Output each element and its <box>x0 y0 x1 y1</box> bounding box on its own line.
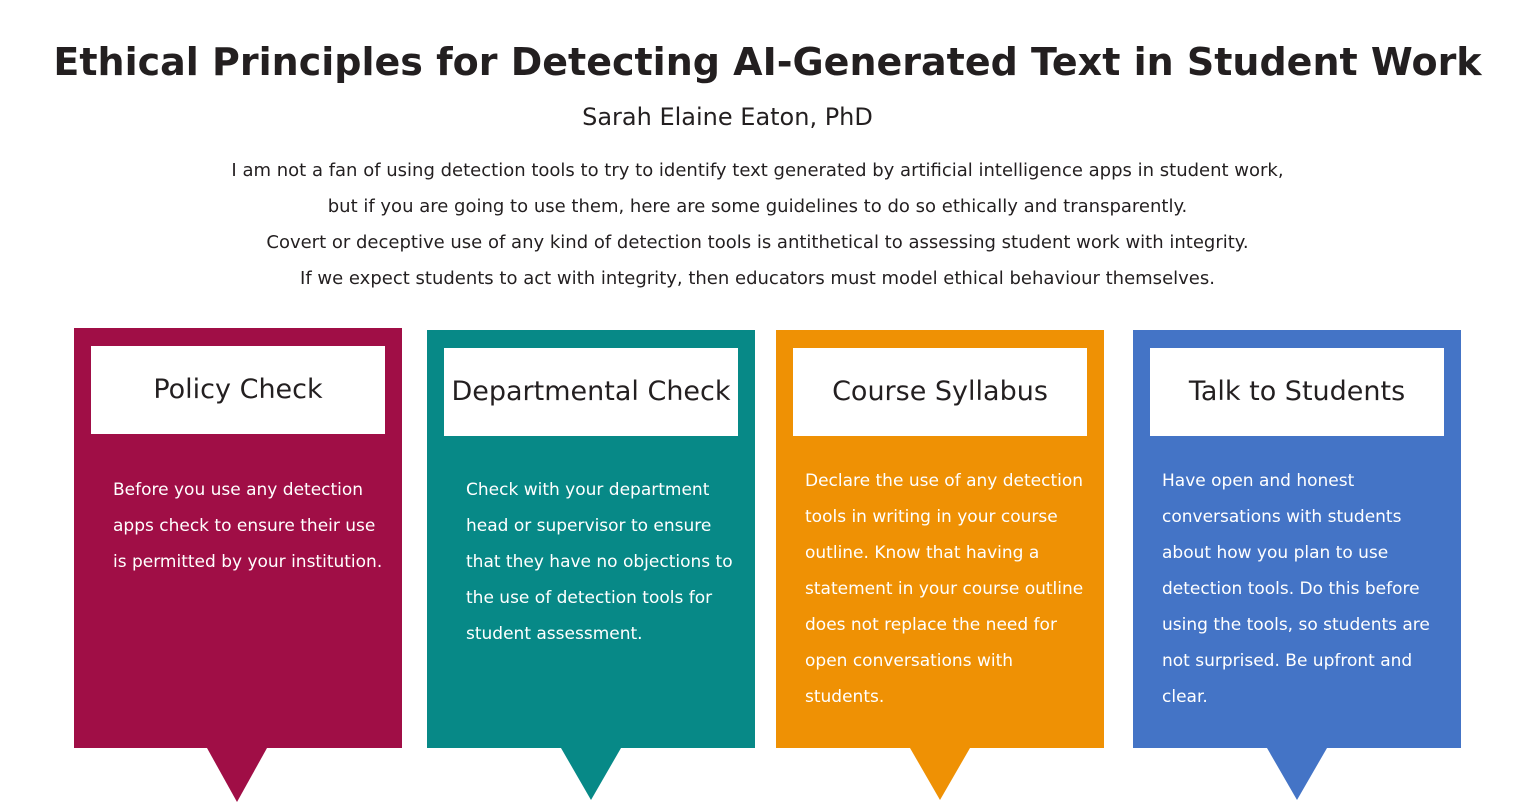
card-departmental-check <box>427 330 755 748</box>
card-heading: Course Syllabus <box>832 376 1048 407</box>
card-body: Before you use any detection apps check to ensure their use is permitted by your institution. <box>113 480 383 572</box>
intro-line: Covert or deceptive use of any kind of detection tools is antithetical to assessing student work with integrity. <box>266 232 1249 253</box>
card-heading-box <box>444 348 738 436</box>
card-pointer <box>561 748 621 800</box>
card-policy-check <box>74 328 402 748</box>
card-heading: Policy Check <box>153 374 323 405</box>
intro-line: I am not a fan of using detection tools to try to identify text generated by artificial intelligence apps in student work, <box>231 160 1284 181</box>
card-body: Declare the use of any detection tools in writing in your course outline. Know that having a statement in your course outline does not replace the need for open conversations with students. <box>805 471 1084 707</box>
card-pointer <box>207 748 267 802</box>
author-name: Sarah Elaine Eaton, PhD <box>582 103 873 131</box>
card-heading-box <box>91 346 385 434</box>
intro-line: but if you are going to use them, here are some guidelines to do so ethically and transparently. <box>327 196 1188 217</box>
card-pointer <box>910 748 970 800</box>
card-heading: Talk to Students <box>1188 376 1406 407</box>
card-heading-box <box>793 348 1087 436</box>
page-title: Ethical Principles for Detecting AI-Generated Text in Student Work <box>53 40 1482 84</box>
intro-paragraph <box>0 153 1515 297</box>
card-pointer <box>1267 748 1327 800</box>
card-course-syllabus <box>776 330 1104 748</box>
card-heading-box <box>1150 348 1444 436</box>
card-talk-to-students <box>1133 330 1461 748</box>
intro-line: If we expect students to act with integrity, then educators must model ethical behaviour themselves. <box>300 268 1215 289</box>
card-body: Have open and honest conversations with students about how you plan to use detection tools. Do this before using the tools, so students are not surprised. Be upfront and clear. <box>1162 471 1430 707</box>
card-heading: Departmental Check <box>451 376 731 407</box>
card-body: Check with your department head or supervisor to ensure that they have no objections to the use of detection tools for student assessment. <box>466 480 733 644</box>
